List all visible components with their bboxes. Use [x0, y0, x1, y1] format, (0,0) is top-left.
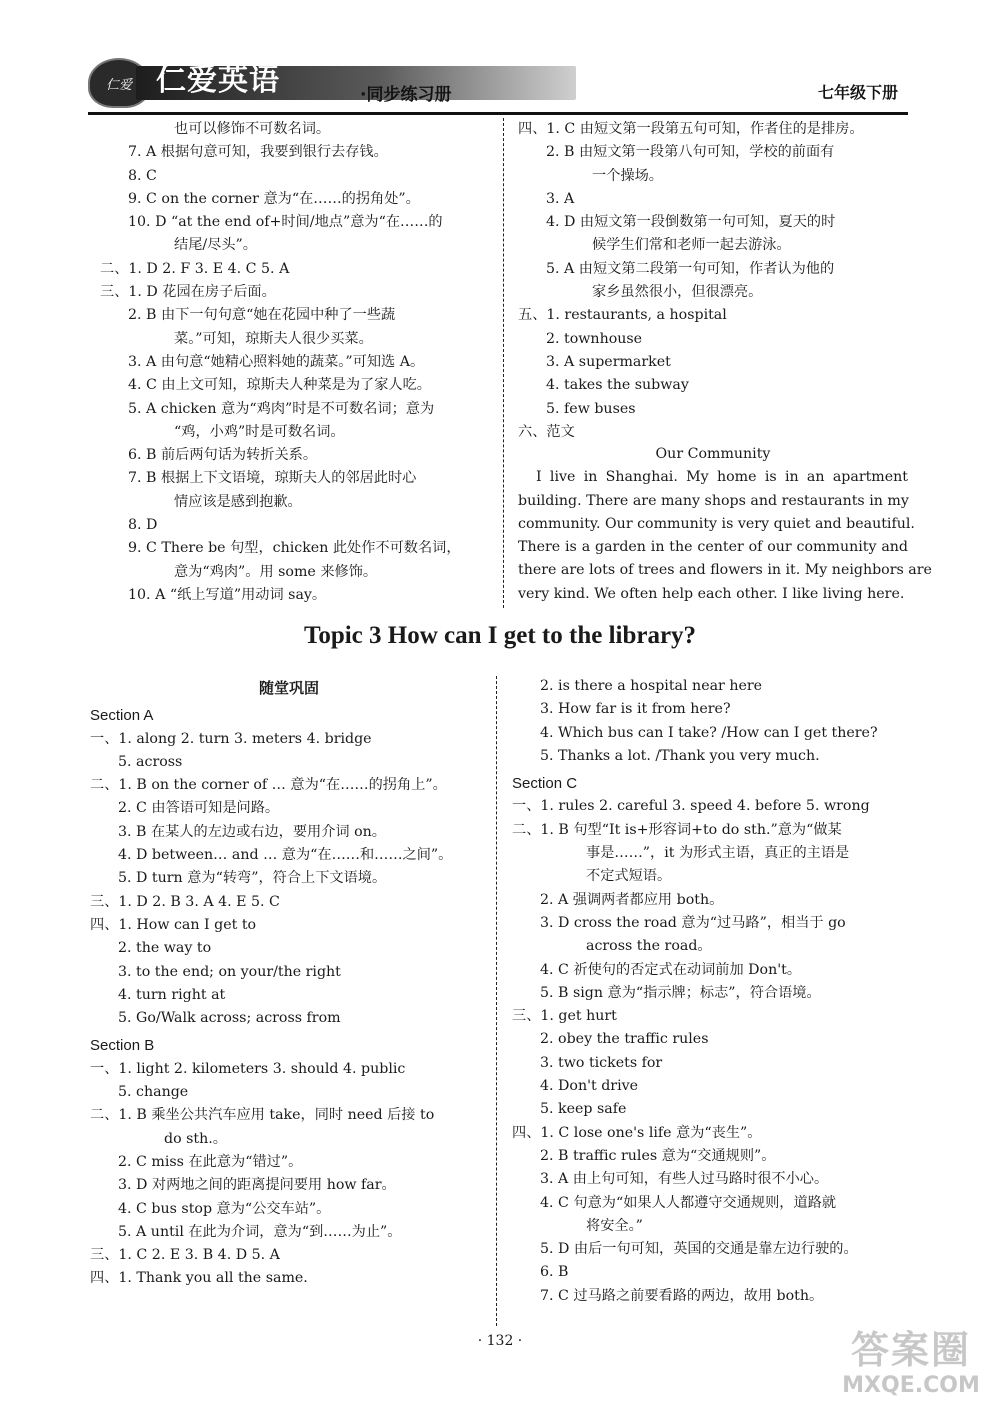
answer-line: 四、1. C 由短文第一段第五句可知，作者住的是排房。	[518, 121, 864, 137]
answer-line: 5. A 由短文第二段第一句可知，作者认为他的	[546, 260, 835, 277]
watermark-url: MXQE.COM	[842, 1373, 980, 1398]
answer-line: 也可以修饰不可数名词。	[174, 121, 331, 137]
answer-line: 意为“鸡肉”。用 some 来修饰。	[174, 563, 378, 580]
answer-line: 2. townhouse	[546, 330, 643, 347]
answer-line: 4. C 由上文可知，琼斯夫人种菜是为了家人吃。	[128, 377, 431, 394]
answer-line: 二、1. B on the corner of … 意为“在……的拐角上”。	[90, 777, 447, 794]
answer-line: 9. C There be 句型，chicken 此处作不可数名词，	[128, 540, 461, 557]
answer-line: 5. D turn 意为“转弯”，符合上下文语境。	[118, 870, 387, 887]
section-heading: Section B	[90, 1037, 155, 1055]
answer-line: 5. A until 在此为介词，意为“到……为止”。	[118, 1223, 402, 1240]
answer-line: 三、1. D 2. B 3. A 4. E 5. C	[90, 893, 280, 910]
answer-line: 2. B traffic rules 意为“交通规则”。	[540, 1147, 776, 1164]
answer-line: 一、1. along 2. turn 3. meters 4. bridge	[90, 730, 372, 747]
answer-line: 将安全。”	[586, 1217, 643, 1234]
answer-line: 10. A “纸上写道”用动词 say。	[128, 586, 327, 603]
answer-line: 3. A	[546, 190, 575, 207]
answer-line: 3. A supermarket	[546, 353, 671, 370]
answer-line: 3. A 由上句可知，有些人过马路时很不小心。	[540, 1171, 829, 1188]
answer-line: 4. C 句意为“如果人人都遵守交通规则，道路就	[540, 1194, 837, 1211]
answer-line: 不定式短语。	[586, 868, 672, 885]
answer-line: 3. to the end; on your/the right	[118, 963, 341, 980]
site-watermark	[836, 1328, 986, 1406]
answer-line: 2. C miss 在此意为“错过”。	[118, 1153, 303, 1170]
answer-line: 5. D 由后一句可知，英国的交通是靠左边行驶的。	[540, 1241, 858, 1258]
answer-line: 7. A 根据句意可知，我要到银行去存钱。	[128, 144, 388, 161]
watermark-logo-text: 答案圈	[850, 1328, 971, 1372]
answer-line: 3. A 由句意“她精心照料她的蔬菜。”可知选 A。	[128, 353, 425, 370]
answer-line: 三、1. D 花园在房子后面。	[100, 284, 276, 301]
answer-line: 2. B 由下一句句意“她在花园中种了一些蔬	[128, 307, 396, 324]
answer-line: 一、1. light 2. kilometers 3. should 4. public	[90, 1060, 406, 1077]
column-divider-top	[503, 118, 504, 608]
answer-line: 4. Don't drive	[540, 1078, 639, 1095]
top-right-column	[518, 118, 910, 444]
answer-line: 5. few buses	[546, 400, 636, 417]
subsection-title: 随堂巩固	[258, 679, 319, 697]
answer-line: 候学生们常和老师一起去游泳。	[592, 237, 791, 254]
answer-line: 二、1. D 2. F 3. E 4. C 5. A	[100, 260, 290, 277]
page-header	[88, 58, 900, 106]
topic-title: Topic 3 How can I get to the library?	[303, 622, 697, 649]
answer-line: 一个操场。	[592, 167, 663, 184]
answer-line: 4. C 祈使句的否定式在动词前加 Don't。	[540, 961, 802, 978]
answer-line: 家乡虽然很小，但很漂亮。	[592, 284, 763, 301]
answer-line: 8. D	[128, 517, 158, 534]
answer-line: 5. Thanks a lot. /Thank you very much.	[540, 747, 820, 764]
answer-line: 3. two tickets for	[540, 1054, 663, 1071]
answer-line: 6. B	[540, 1264, 569, 1281]
essay-title: Our Community	[655, 446, 771, 462]
answer-line: 9. C on the corner 意为“在……的拐角处”。	[128, 190, 420, 207]
essay-line: building. There are many shops and restaurants in my	[518, 492, 909, 509]
answer-line: 4. takes the subway	[546, 377, 689, 394]
answer-line: 6. B 前后两句话为转折关系。	[128, 447, 318, 464]
answer-line: 5. B sign 意为“指示牌；标志”，符合语境。	[540, 984, 821, 1001]
answer-line: 3. D cross the road 意为“过马路”，相当于 go	[540, 914, 846, 931]
answer-line: 5. keep safe	[540, 1101, 627, 1118]
answer-line: 5. across	[118, 753, 183, 770]
answer-line: 3. D 对两地之间的距离提问要用 how far。	[118, 1177, 396, 1194]
column-divider-bottom	[496, 676, 497, 1326]
answer-line: 5. change	[118, 1084, 189, 1101]
section-heading: Section C	[512, 775, 578, 793]
answer-line: 五、1. restaurants, a hospital	[518, 307, 727, 324]
logo-text: 仁爱	[105, 77, 132, 93]
answer-line: 3. How far is it from here?	[540, 701, 731, 718]
answer-line: across the road。	[586, 938, 712, 955]
book-subtitle: ·同步练习册	[360, 85, 452, 105]
answer-line: 5. A chicken 意为“鸡肉”时是不可数名词；意为	[128, 400, 435, 417]
answer-line: 7. C 过马路之前要看路的两边，故用 both。	[540, 1287, 824, 1304]
grade-label: 七年级下册	[817, 83, 898, 102]
answer-line: do sth.。	[164, 1130, 227, 1147]
book-title: 仁爱英语	[156, 63, 280, 98]
model-essay	[518, 443, 932, 606]
answer-line: 情应该是感到抱歉。	[174, 493, 302, 510]
answer-line: 菜。”可知，琼斯夫人很少买菜。	[174, 330, 373, 347]
answer-line: 3. B 在某人的左边或右边，要用介词 on。	[118, 823, 386, 840]
answer-line: 2. the way to	[118, 940, 212, 957]
essay-line: I live in Shanghai. My home is in an apartment	[536, 469, 908, 486]
answer-line: 5. Go/Walk across; across from	[118, 1010, 341, 1027]
answer-line: 结尾/尽头”。	[174, 237, 257, 254]
answer-line: 二、1. B 乘坐公共汽车应用 take，同时 need 后接 to	[90, 1107, 435, 1124]
bottom-left-column	[90, 675, 488, 1291]
answer-line: 2. C 由答语可知是问路。	[118, 800, 280, 817]
answer-line: “鸡，小鸡”时是可数名词。	[174, 423, 345, 440]
answer-line: 4. Which bus can I take? /How can I get there?	[540, 724, 878, 741]
answer-line: 四、1. C lose one's life 意为“丧生”。	[512, 1124, 762, 1141]
answer-line: 四、1. How can I get to	[90, 916, 257, 933]
answer-line: 2. obey the traffic rules	[540, 1031, 709, 1048]
answer-line: 7. B 根据上下文语境，琼斯夫人的邻居此时心	[128, 470, 417, 487]
answer-line: 10. D “at the end of+时间/地点”意为“在……的	[128, 214, 443, 231]
answer-line: 二、1. B 句型“It is+形容词+to do sth.”意为“做某	[512, 821, 842, 838]
answer-line: 一、1. rules 2. careful 3. speed 4. before 5. wrong	[512, 798, 870, 815]
answer-line: 事是……”，it 为形式主语，真正的主语是	[586, 845, 850, 862]
essay-line: There is a garden in the center of our community and	[518, 539, 908, 556]
header-rule	[88, 112, 908, 115]
essay-line: there are lots of trees and flowers in it. My neighbors are	[518, 562, 932, 579]
bottom-right-column	[512, 675, 908, 1308]
answer-line: 2. is there a hospital near here	[540, 678, 763, 694]
answer-line: 4. D 由短文第一段倒数第一句可知，夏天的时	[546, 214, 836, 231]
answer-line: 四、1. Thank you all the same.	[90, 1270, 308, 1287]
answer-line: 六、范文	[518, 423, 575, 440]
answer-line: 2. B 由短文第一段第八句可知，学校的前面有	[546, 144, 835, 161]
essay-line: community. Our community is very quiet and beautiful.	[518, 515, 915, 532]
section-heading: Section A	[90, 707, 154, 725]
answer-line: 三、1. get hurt	[512, 1008, 617, 1025]
page-number: · 132 ·	[477, 1333, 523, 1349]
answer-line: 三、1. C 2. E 3. B 4. D 5. A	[90, 1247, 280, 1264]
answer-line: 8. C	[128, 167, 157, 184]
top-left-column	[100, 118, 494, 607]
answer-line: 2. A 强调两者都应用 both。	[540, 891, 724, 908]
essay-line: very kind. We often help each other. I like living here.	[518, 585, 905, 602]
answer-line: 4. D between… and … 意为“在……和……之间”。	[118, 847, 453, 864]
answer-line: 4. turn right at	[118, 986, 226, 1003]
answer-line: 4. C bus stop 意为“公交车站”。	[118, 1200, 331, 1217]
